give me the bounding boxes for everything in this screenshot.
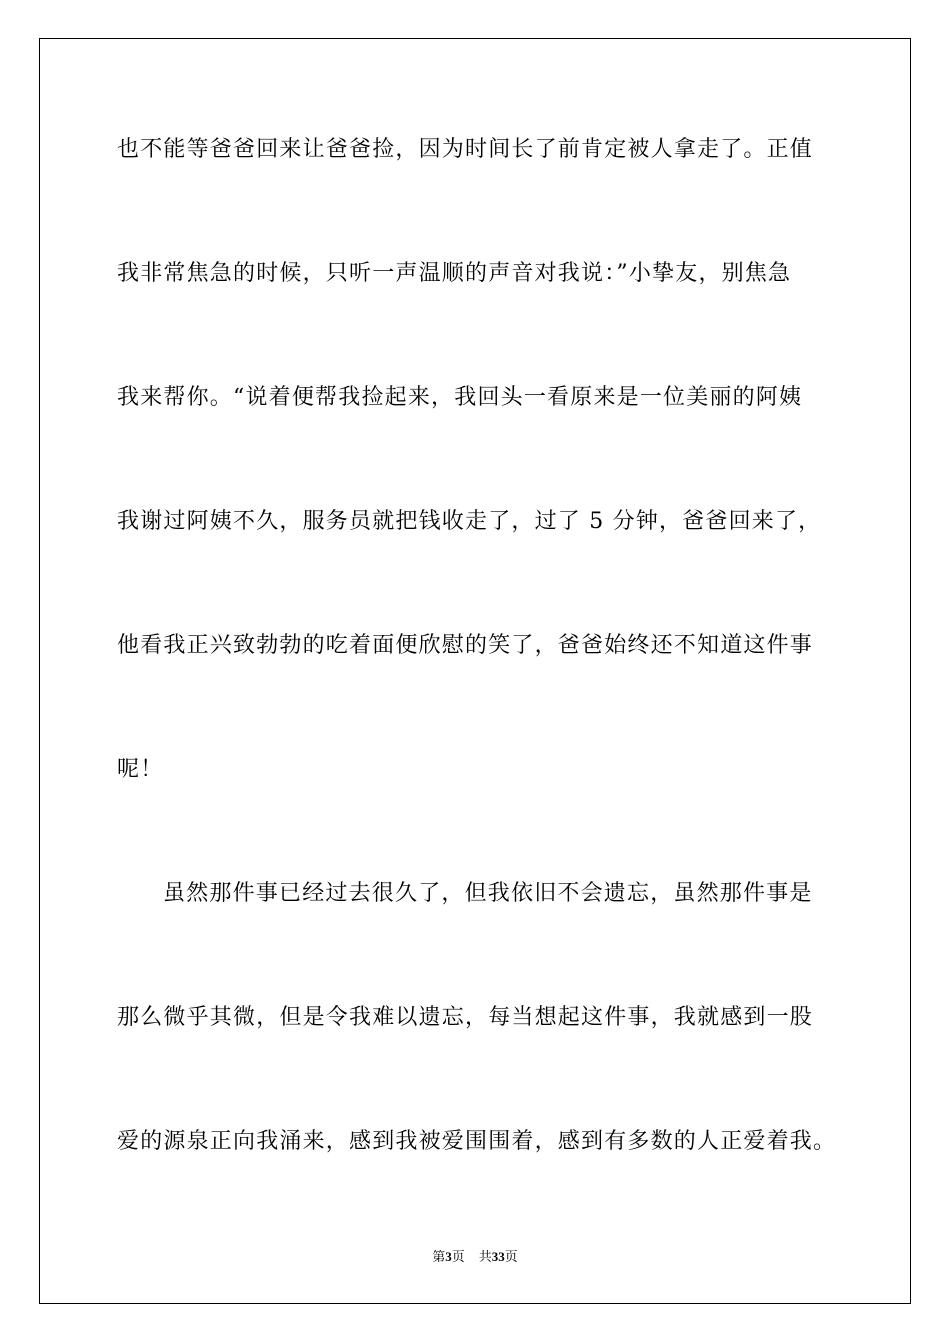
body-text-line: 也不能等爸爸回来让爸爸捡，因为时间长了前肯定被人拿走了。正值 <box>117 137 814 162</box>
total-suffix: 页 <box>504 1249 518 1264</box>
page-number: 3 <box>445 1249 452 1264</box>
page-suffix: 页 <box>451 1249 465 1264</box>
body-text-line: 那么微乎其微，但是令我难以遗忘，每当想起这件事，我就感到一股 <box>117 1005 814 1030</box>
body-text-line: 我来帮你。“说着便帮我捡起来，我回头一看原来是一位美丽的阿姨 <box>117 385 803 410</box>
total-prefix: 共 <box>478 1249 492 1264</box>
total-pages: 33 <box>491 1249 505 1264</box>
page-border <box>39 38 911 1304</box>
body-text-line: 我谢过阿姨不久，服务员就把钱收走了，过了 5 分钟，爸爸回来了， <box>117 509 822 534</box>
page-footer <box>0 1249 950 1265</box>
body-text-line: 爱的源泉正向我涌来，感到我被爱围围着，感到有多数的人正爱着我。 <box>117 1129 837 1154</box>
page-prefix: 第 <box>432 1249 446 1264</box>
body-text-line: 他看我正兴致勃勃的吃着面便欣慰的笑了，爸爸始终还不知道这件事 <box>117 633 814 658</box>
body-text-line: 我非常焦急的时候，只听一声温顺的声音对我说：”小挚友，别焦急 <box>117 261 792 286</box>
paragraph-start-line: 虽然那件事已经过去很久了，但我依旧不会遗忘，虽然那件事是 <box>163 881 813 906</box>
body-text-line: 呢！ <box>117 757 164 782</box>
